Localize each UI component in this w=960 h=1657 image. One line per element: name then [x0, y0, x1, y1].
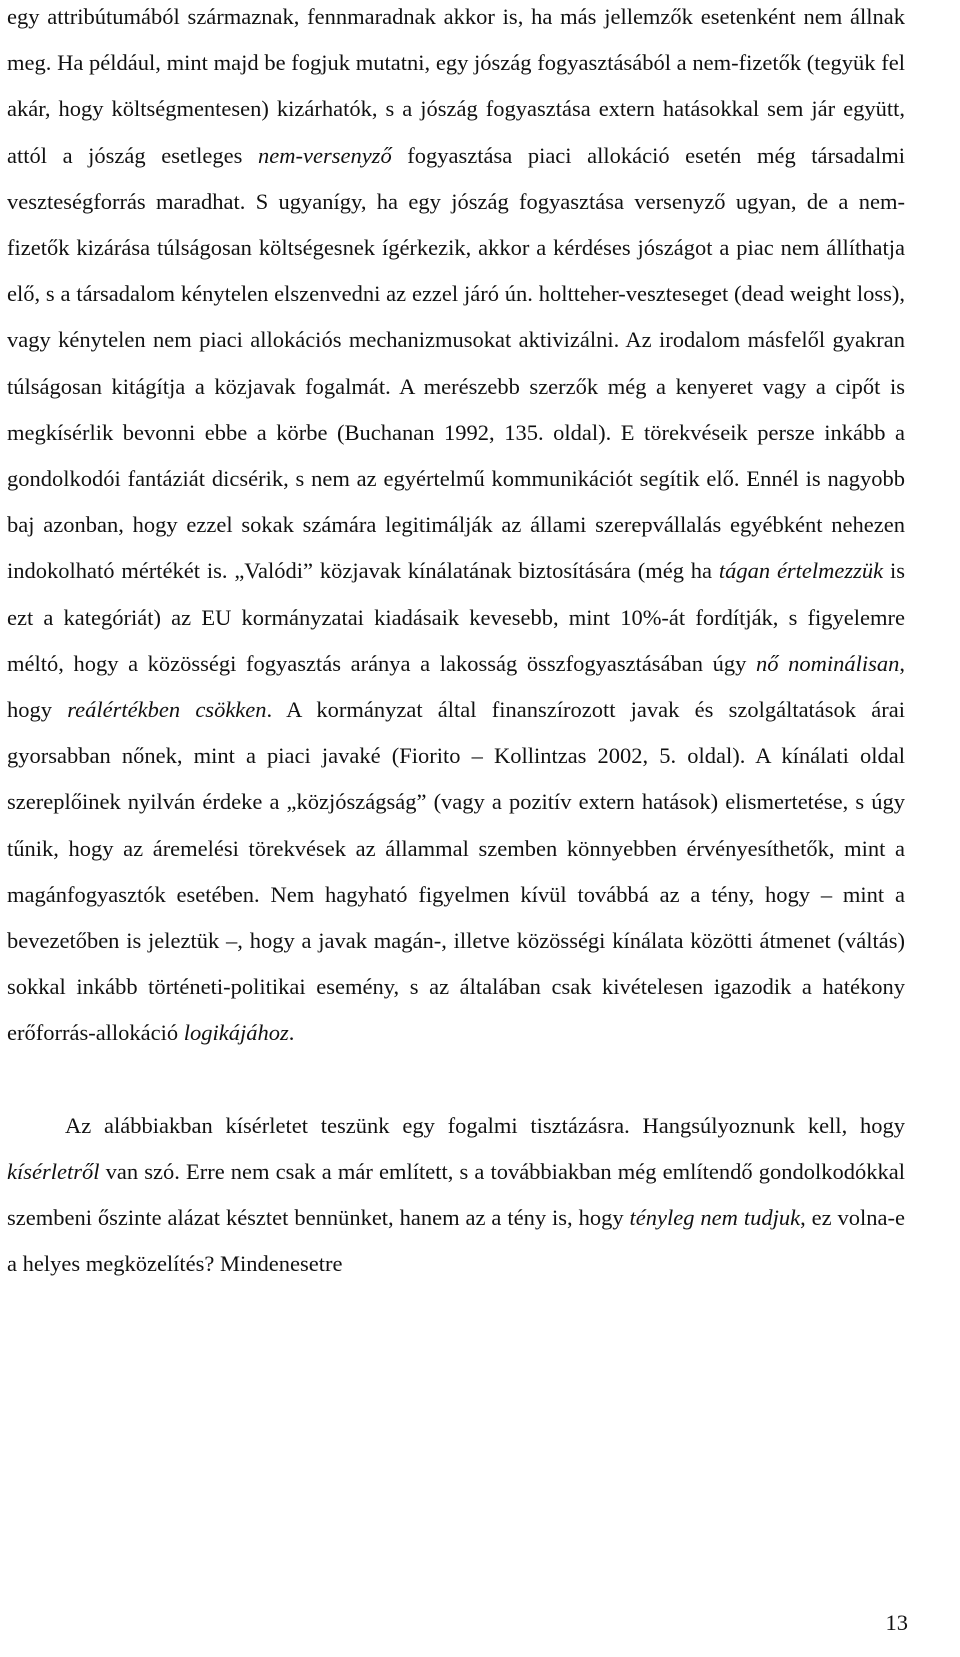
body-paragraph-2: [7, 1103, 905, 1288]
paragraph-1-run-11: .: [288, 1020, 295, 1046]
paragraph-2-run-3: van szó. Erre nem csak a már említett, s a továbbiakban még említendő gondolkodókkal szembeni őszinte alázat késztet bennünket, hanem az a tény is, hogy: [7, 1158, 905, 1231]
paragraph-1-run-1: egy attribútumából származnak, fennmaradnak akkor is, ha más jellemzők esetenként nem állnak meg. Ha például, mint majd be fogjuk mutatni, egy jószág fogyasztásából a nem-fizetők (tegyük fel akár, hogy költségmentesen) kizárhatók, s a jószág fogyasztása extern hatásokkal sem jár együtt, attól a jószág esetleges: [7, 4, 905, 168]
paragraph-2-run-5: , ez volna-e a helyes megközelítés? Mindenesetre: [7, 1205, 906, 1277]
paragraph-2-italic-tenyleg-nem-tudjuk: tényleg nem tudjuk: [629, 1205, 801, 1231]
paragraph-1-run-9: . A kormányzat által finanszírozott javak és szolgáltatások árai gyorsabban nőnek, mint a piaci javaké (Fiorito – Kollintzas 2002, 5. oldal). A kínálati oldal szereplőinek nyilván érdeke a „közjószágság” (vagy a pozitív extern hatások) elismertetése, s úgy tűnik, hogy az áremelési törekvések az állammal szemben könnyebben érvényesíthetők, mint a magánfogyasztók esetében. Nem hagyható figyelmen kívül továbbá az a tény, hogy – mint a bevezetőben is jeleztük –, hogy a javak magán-, illetve közösségi kínálata közötti átmenet (váltás) sokkal inkább történeti-politikai esemény, s az általában csak kivételesen igazodik a hatékony erőforrás-allokáció: [7, 697, 905, 1046]
paragraph-1-italic-nem-versenyzo: nem-versenyző: [258, 142, 392, 168]
paragraph-1-italic-logikajahoz: logikájához: [183, 1020, 289, 1046]
paragraph-1-italic-realertekben-csokken: reálértékben csökken: [67, 697, 267, 723]
paragraph-2-run-1: Az alábbiakban kísérletet teszünk egy fogalmi tisztázásra. Hangsúlyoznunk kell, hogy: [65, 1112, 905, 1138]
document-page: [7, 0, 905, 1287]
paragraph-2-italic-kiserletrol: kísérletről: [7, 1158, 100, 1184]
paragraph-1-run-7: , hogy: [7, 650, 905, 723]
paragraph-1-italic-no-nominalisan: nő nominálisan: [756, 650, 900, 676]
page-number: 13: [885, 1610, 908, 1635]
body-paragraph-1: [7, 0, 905, 1057]
paragraph-1-italic-tagan-ertelmezzuk: tágan értelmezzük: [718, 558, 884, 584]
paragraph-1-run-3: fogyasztása piaci allokáció esetén még társadalmi veszteségforrás maradhat. S ugyanígy, ha egy jószág fogyasztása versenyző ugyan, de a nem-fizetők kizárása túlságosan költségesnek ígérkezik, akkor a kérdéses jószágot a piac nem állíthatja elő, s a társadalom kénytelen elszenvedni az ezzel járó ún. holtteher-veszteseget (dead weight loss), vagy kénytelen nem piaci allokációs mechanizmusokat aktivizálni. Az irodalom másfelől gyakran túlságosan kitágítja a közjavak fogalmát. A merészebb szerzők még a kenyeret vagy a cipőt is megkísérlik bevonni ebbe a körbe (Buchanan 1992, 135. oldal). E törekvéseik persze inkább a gondolkodói fantáziát dicsérik, s nem az egyértelmű kommunikációt segítik elő. Ennél is nagyobb baj azonban, hogy ezzel sokak számára legitimálják az állami szerepvállalás egyébként nehezen indokolható mértékét is. „Valódi” közjavak kínálatának biztosítására (még ha: [7, 142, 906, 584]
paragraph-1-run-5: is ezt a kategóriát) az EU kormányzatai kiadásaik kevesebb, mint 10%-át fordítják, s figyelemre méltó, hogy a közösségi fogyasztás aránya a lakosság összfogyasztásában úgy: [7, 558, 905, 676]
